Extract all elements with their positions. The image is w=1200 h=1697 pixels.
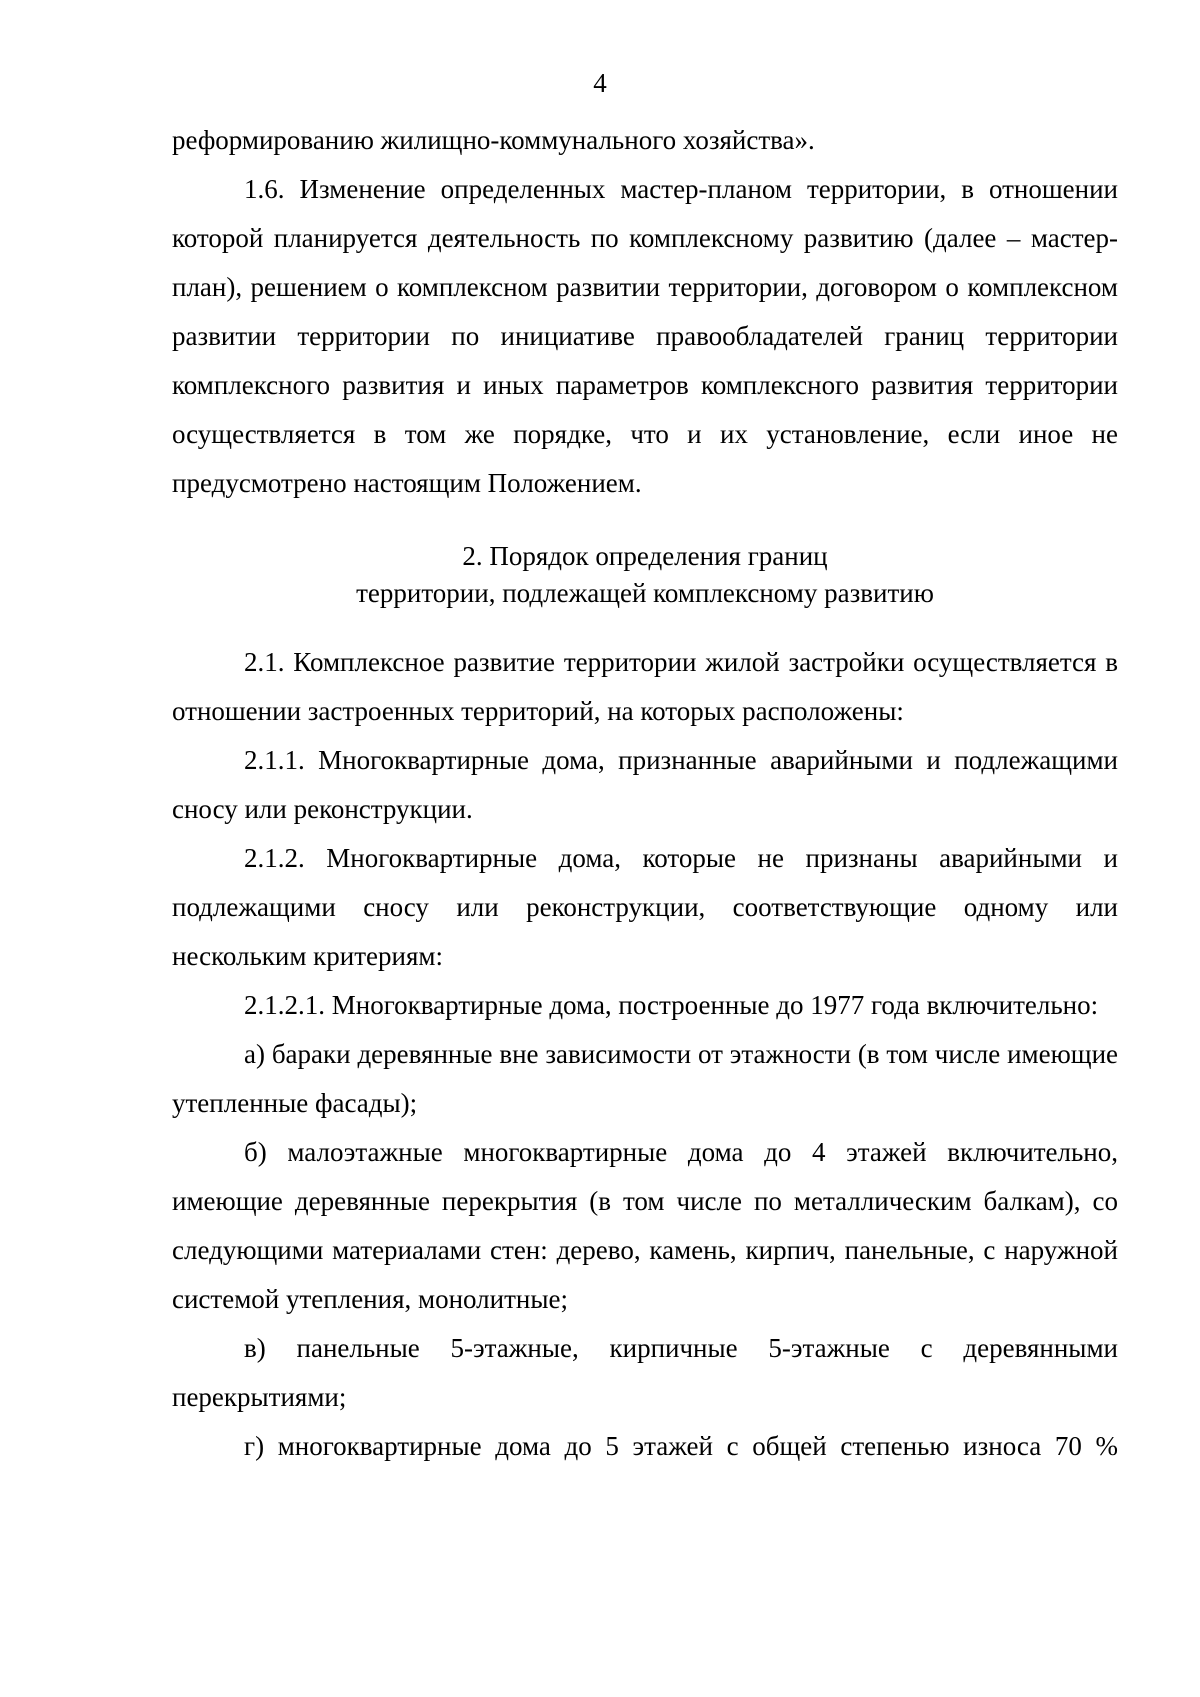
- paragraph-2-1-2: 2.1.2. Многоквартирные дома, которые не признаны аварийными и подлежащими сносу или реконструкции, соответствующие одному или нескольким критериям:: [172, 843, 1118, 971]
- list-item-a: а) бараки деревянные вне зависимости от этажности (в том числе имеющие утепленные фасады);: [172, 1039, 1118, 1118]
- list-item-g: г) многоквартирные дома до 5 этажей с общей степенью износа 70 %: [244, 1431, 1118, 1461]
- spacer: [172, 508, 1118, 538]
- list-item-b: б) малоэтажные многоквартирные дома до 4 этажей включительно, имеющие деревянные перекрытия (в том числе по металлическим балкам), со следующими материалами стен: дерево, камень, кирпич, панельные, с наружной системой утепления, монолитные;: [172, 1137, 1118, 1314]
- page-number: 4: [593, 68, 607, 98]
- list-item-v: в) панельные 5-этажные, кирпичные 5-этажные с деревянными перекрытиями;: [172, 1333, 1118, 1412]
- spacer: [172, 612, 1118, 638]
- paragraph-2-1-1: 2.1.1. Многоквартирные дома, признанные аварийными и подлежащими сносу или реконструкции.: [172, 745, 1118, 824]
- paragraph-2-1-2-1: 2.1.2.1. Многоквартирные дома, построенные до 1977 года включительно:: [244, 990, 1099, 1020]
- document-body: [172, 116, 1118, 1471]
- section-heading: [172, 538, 1118, 612]
- section-heading-line-1: 2. Порядок определения границ: [462, 541, 828, 571]
- paragraph-2-1: 2.1. Комплексное развитие территории жилой застройки осуществляется в отношении застроенных территорий, на которых расположены:: [172, 647, 1118, 726]
- section-heading-line-2: территории, подлежащей комплексному развитию: [356, 578, 934, 608]
- paragraph-continuation: реформированию жилищно-коммунального хозяйства».: [172, 125, 815, 155]
- paragraph-1-6: 1.6. Изменение определенных мастер-планом территории, в отношении которой планируется деятельность по комплексному развитию (далее – мастер-план), решением о комплексном развитии территории, договором о комплексном развитии территории по инициативе правообладателей границ территории комплексного развития и иных параметров комплексного развития территории осуществляется в том же порядке, что и их установление, если иное не предусмотрено настоящим Положением.: [172, 174, 1118, 498]
